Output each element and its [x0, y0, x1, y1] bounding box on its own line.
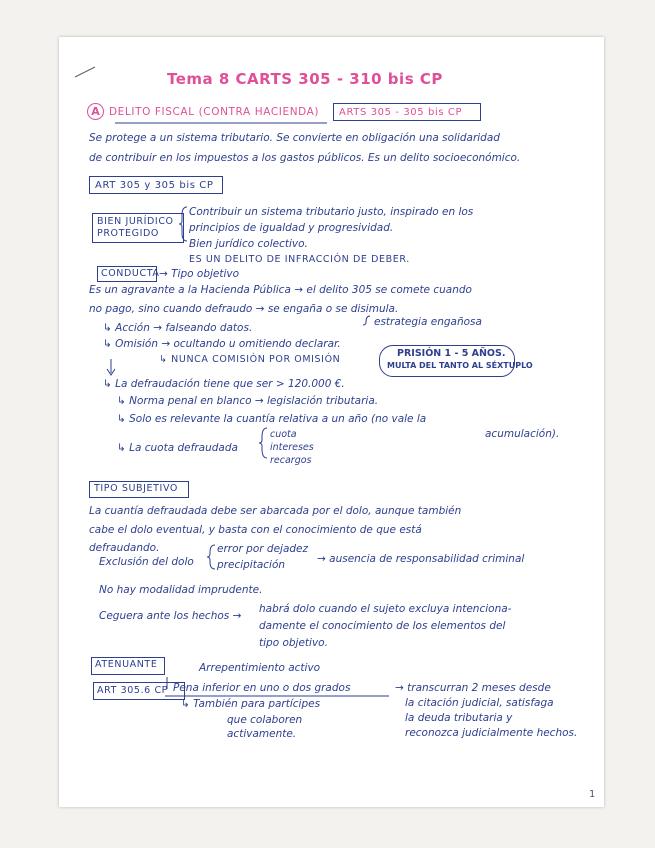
- page-title: Tema 8 CARTS 305 - 310 bis CP: [167, 70, 443, 88]
- condiciones-line: la deuda tributaria y: [405, 712, 513, 724]
- grado-line: Pena inferior en uno o dos grados: [173, 682, 351, 694]
- notebook-page: [59, 37, 604, 807]
- articles-box-label: ARTS 305 - 305 bis CP: [339, 107, 463, 118]
- cuota-item: recargos: [270, 455, 312, 466]
- estrategia-note: estrategia engañosa: [374, 316, 482, 328]
- bien-text: Contribuir un sistema tributario justo, inspirado en los: [189, 206, 474, 218]
- ceguera-line: damente el conocimiento de los elementos del: [259, 620, 506, 632]
- solo-line: ↳ Solo es relevante la cuantía relativa a un año (no vale la: [117, 413, 427, 425]
- cuota-item: intereses: [270, 442, 314, 453]
- conducta-label: CONDUCTA: [101, 268, 160, 279]
- exclusion-item: precipitación: [217, 559, 286, 571]
- estrategia-brace: [363, 316, 370, 325]
- tipo-objetivo: → Tipo objetivo: [159, 268, 240, 280]
- participes-line: que colaboren: [227, 714, 303, 726]
- pencil-stroke: [75, 67, 95, 77]
- bien-label: PROTEGIDO: [97, 228, 159, 239]
- conducta-line: Es un agravante a la Hacienda Pública → el delito 305 se comete cuando: [89, 284, 472, 296]
- omision-line: ↳ Omisión → ocultando u omitiendo declarar.: [103, 338, 341, 350]
- ceguera-line: tipo objetivo.: [259, 637, 328, 649]
- art-box-label: ART 305 y 305 bis CP: [95, 180, 214, 191]
- intro-line: de contribuir en los impuestos a los gastos públicos. Es un delito socioeconómico.: [89, 152, 521, 164]
- intro-line: Se protege a un sistema tributario. Se convierte en obligación una solidaridad: [89, 132, 500, 144]
- bien-text: Bien jurídico colectivo.: [189, 238, 308, 250]
- exclusion-result: → ausencia de responsabilidad criminal: [317, 553, 525, 565]
- participes-line: ↳ También para partícipes: [181, 698, 321, 710]
- atenuante-label: ATENUANTE: [95, 659, 158, 670]
- norma-line: ↳ Norma penal en blanco → legislación tributaria.: [117, 395, 379, 407]
- conducta-line: no pago, sino cuando defraudo → se engaña o se disimula.: [89, 303, 399, 315]
- condiciones-line: reconozca judicialmente hechos.: [405, 727, 578, 739]
- tipo-subjetivo-label: TIPO SUBJETIVO: [94, 483, 178, 494]
- page-number: 1: [589, 789, 596, 800]
- cuota-brace: [259, 428, 267, 458]
- bien-text: ES UN DELITO DE INFRACCIÓN DE DEBER.: [189, 254, 410, 265]
- prision-text: PRISIÓN 1 - 5 AÑOS.: [397, 348, 506, 359]
- section-letter-badge: A: [87, 103, 104, 120]
- exclusion-item: error por dejadez: [217, 543, 309, 555]
- cuota-label: ↳ La cuota defraudada: [117, 442, 238, 454]
- section-heading: DELITO FISCAL (CONTRA HACIENDA): [109, 106, 320, 118]
- subjetivo-line: defraudando.: [89, 542, 160, 554]
- ceguera-line: habrá dolo cuando el sujeto excluya intenciona-: [259, 603, 512, 615]
- condiciones-line: → transcurran 2 meses desde: [395, 682, 551, 694]
- cuota-item: cuota: [270, 429, 297, 440]
- imprudente-line: No hay modalidad imprudente.: [99, 584, 263, 596]
- bien-label: BIEN JURÍDICO: [97, 216, 174, 227]
- ceguera-label: Ceguera ante los hechos →: [99, 610, 242, 622]
- nunca-line: ↳ NUNCA COMISIÓN POR OMISIÓN: [159, 354, 341, 365]
- multa-text: MULTA DEL TANTO AL SÉXTUPLO: [387, 361, 533, 370]
- agravacion-line: ↳ La defraudación tiene que ser > 120.000 €.: [103, 378, 345, 390]
- exclusion-brace: [207, 545, 215, 569]
- condiciones-line: la citación judicial, satisfaga: [405, 697, 554, 709]
- acumulacion-line: acumulación).: [485, 428, 560, 440]
- subjetivo-line: La cuantía defraudada debe ser abarcada por el dolo, aunque también: [89, 505, 462, 517]
- art-3056-label: ART 305.6 CP: [97, 685, 169, 696]
- exclusion-label: Exclusión del dolo: [99, 556, 194, 568]
- accion-line: ↳ Acción → falseando datos.: [103, 322, 253, 334]
- subjetivo-line: cabe el dolo eventual, y basta con el conocimiento de que está: [89, 524, 422, 536]
- arrepentimiento-line: Arrepentimiento activo: [199, 662, 321, 674]
- participes-line: activamente.: [227, 728, 297, 740]
- bien-text: principios de igualdad y progresividad.: [189, 222, 394, 234]
